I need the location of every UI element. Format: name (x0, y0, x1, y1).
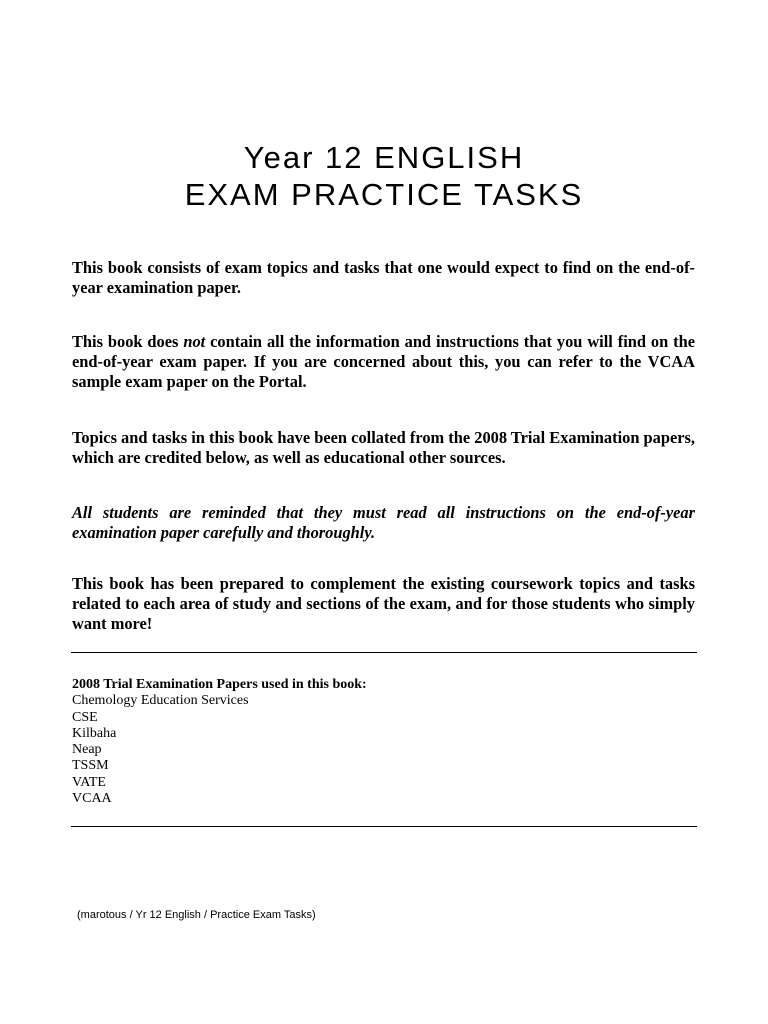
source-item: Neap (72, 742, 102, 758)
source-item: Chemology Education Services (72, 693, 249, 709)
source-item: VCAA (72, 791, 112, 807)
sources-list (72, 677, 367, 807)
disclaimer-paragraph (72, 332, 695, 392)
disclaimer-text-end: contain all the information and instructions that you will find on the end-of-year exam paper. If you are concerned about this, you can refer to the VCAA sample exam paper on the Portal. (72, 332, 695, 391)
source-item: TSSM (72, 758, 109, 774)
divider-top (71, 652, 697, 653)
reminder-paragraph: All students are reminded that they must read all instructions on the end-of-year examination paper carefully and thoroughly. (72, 503, 695, 542)
disclaimer-text-start: This book does (72, 332, 184, 351)
title-line-2: EXAM PRACTICE TASKS (184, 177, 584, 212)
sources-heading: 2008 Trial Examination Papers used in this book: (72, 677, 367, 692)
page-footer: (marotous / Yr 12 English / Practice Exam Tasks) (77, 909, 316, 921)
source-item: Kilbaha (72, 725, 117, 741)
purpose-paragraph: This book has been prepared to complement the existing coursework topics and tasks related to each area of study and sections of the exam, and for those students who simply want more! (72, 574, 695, 633)
title-line-1: Year 12 ENGLISH (243, 140, 525, 175)
source-item: VATE (72, 774, 106, 790)
divider-bottom (71, 826, 697, 827)
intro-paragraph: This book consists of exam topics and tasks that one would expect to find on the end-of-year examination paper. (72, 258, 695, 297)
sources-paragraph: Topics and tasks in this book have been collated from the 2008 Trial Examination papers, which are credited below, as well as educational other sources. (72, 428, 695, 467)
disclaimer-emphasis: not (183, 332, 206, 351)
source-item: CSE (72, 709, 98, 725)
